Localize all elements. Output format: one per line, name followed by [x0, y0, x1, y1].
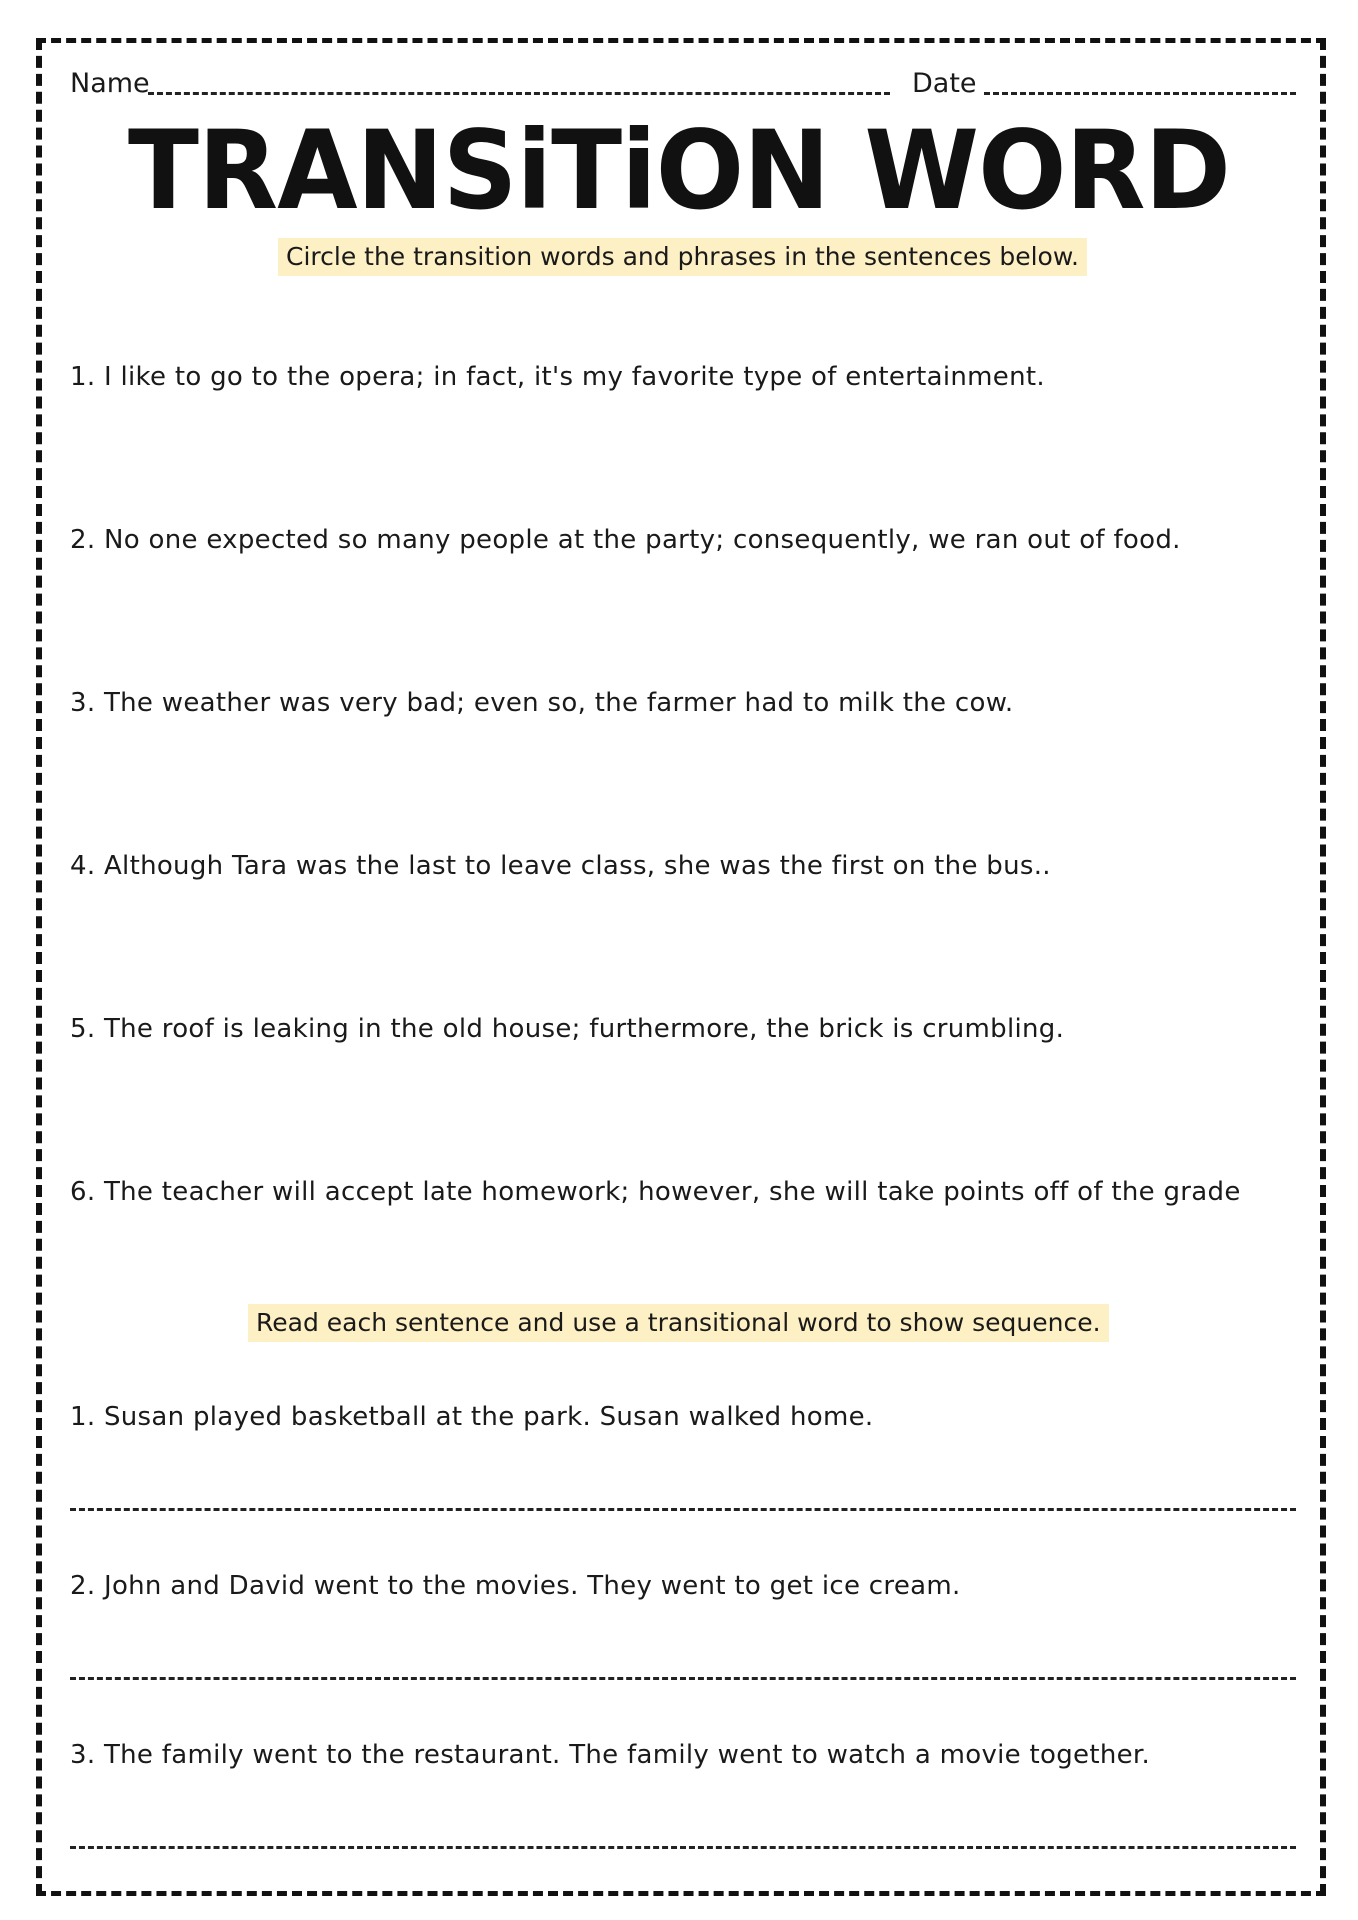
name-field-line[interactable]: [148, 92, 890, 95]
date-label: Date: [912, 68, 977, 99]
answer-line-3[interactable]: [70, 1846, 1296, 1849]
dashed-page-border: [36, 38, 1326, 1896]
part1-sentence-1: 1. I like to go to the opera; in fact, it's my favorite type of entertainment.: [70, 362, 1045, 392]
answer-line-2[interactable]: [70, 1677, 1296, 1680]
answer-line-1[interactable]: [70, 1508, 1296, 1511]
part1-sentence-3: 3. The weather was very bad; even so, the farmer had to milk the cow.: [70, 688, 1014, 718]
worksheet-title: TRANSiTiON WORD: [128, 105, 1230, 235]
date-field-line[interactable]: [984, 92, 1296, 95]
part1-sentence-4: 4. Although Tara was the last to leave class, she was the first on the bus..: [70, 851, 1051, 881]
part1-sentence-2: 2. No one expected so many people at the party; consequently, we ran out of food.: [70, 525, 1181, 555]
part2-instruction: Read each sentence and use a transitional word to show sequence.: [248, 1304, 1109, 1342]
name-label: Name: [70, 68, 150, 99]
part2-sentence-3: 3. The family went to the restaurant. The family went to watch a movie together.: [70, 1740, 1151, 1770]
part1-instruction: Circle the transition words and phrases in the sentences below.: [278, 238, 1087, 276]
part1-sentence-5: 5. The roof is leaking in the old house; furthermore, the brick is crumbling.: [70, 1014, 1065, 1044]
part2-sentence-2: 2. John and David went to the movies. They went to get ice cream.: [70, 1571, 961, 1601]
part2-sentence-1: 1. Susan played basketball at the park. Susan walked home.: [70, 1402, 874, 1432]
part1-sentence-6: 6. The teacher will accept late homework; however, she will take points off of the grade: [70, 1177, 1241, 1207]
